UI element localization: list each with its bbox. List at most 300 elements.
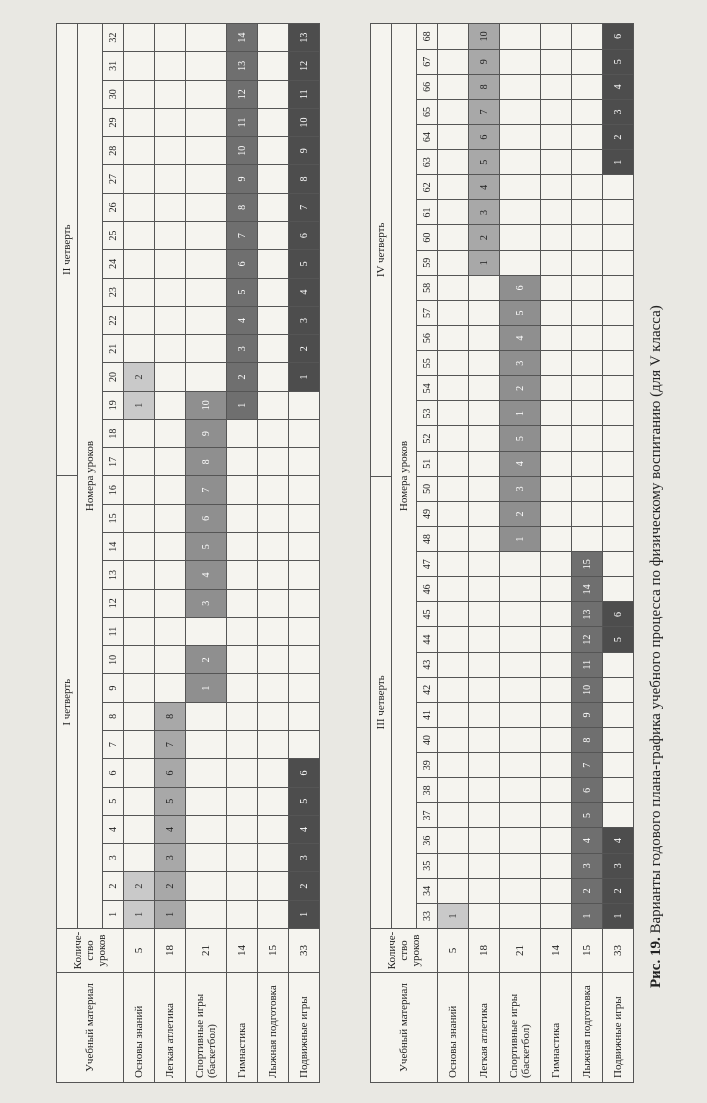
lesson-number: 62 <box>417 175 438 200</box>
empty-cell <box>438 24 469 50</box>
quarter-header: II четверть <box>57 24 78 477</box>
empty-cell <box>541 401 572 426</box>
empty-cell <box>155 533 186 561</box>
lesson-number: 35 <box>417 853 438 878</box>
scheduled-lesson-cell: 6 <box>469 125 500 150</box>
empty-cell <box>500 677 541 702</box>
scheduled-lesson-cell: 6 <box>289 221 320 249</box>
empty-cell <box>227 900 258 928</box>
empty-cell <box>289 731 320 759</box>
empty-cell <box>603 275 634 300</box>
empty-cell <box>438 451 469 476</box>
empty-cell <box>469 828 500 853</box>
scheduled-lesson-cell: 1 <box>572 903 603 928</box>
scheduled-lesson-cell: 5 <box>186 533 227 561</box>
empty-cell <box>469 476 500 501</box>
empty-cell <box>572 49 603 74</box>
header-material: Учебный материал <box>371 973 438 1083</box>
empty-cell <box>227 815 258 843</box>
empty-cell <box>500 853 541 878</box>
lesson-number: 53 <box>417 401 438 426</box>
lesson-number: 41 <box>417 702 438 727</box>
empty-cell <box>258 731 289 759</box>
empty-cell <box>227 476 258 504</box>
empty-cell <box>500 200 541 225</box>
empty-cell <box>438 878 469 903</box>
empty-cell <box>500 552 541 577</box>
empty-cell <box>289 504 320 532</box>
header-lesson-numbers: Номера уроков <box>78 24 103 929</box>
scheduled-lesson-cell: 6 <box>155 759 186 787</box>
header-lesson-count: Количе-ство уроков <box>57 929 124 973</box>
lesson-number: 29 <box>103 108 124 136</box>
empty-cell <box>500 803 541 828</box>
empty-cell <box>469 602 500 627</box>
empty-cell <box>289 617 320 645</box>
empty-cell <box>289 533 320 561</box>
quarter-header: III четверть <box>371 476 392 928</box>
lesson-number: 4 <box>103 815 124 843</box>
empty-cell <box>469 878 500 903</box>
empty-cell <box>469 803 500 828</box>
empty-cell <box>186 787 227 815</box>
empty-cell <box>227 448 258 476</box>
empty-cell <box>258 221 289 249</box>
lesson-number: 31 <box>103 52 124 80</box>
empty-cell <box>124 731 155 759</box>
empty-cell <box>541 225 572 250</box>
quarter-header: I четверть <box>57 476 78 929</box>
empty-cell <box>500 49 541 74</box>
lesson-number: 3 <box>103 844 124 872</box>
empty-cell <box>227 533 258 561</box>
empty-cell <box>258 165 289 193</box>
empty-cell <box>572 200 603 225</box>
empty-cell <box>124 759 155 787</box>
empty-cell <box>289 419 320 447</box>
scheduled-lesson-cell: 10 <box>469 24 500 50</box>
scheduled-lesson-cell: 10 <box>289 108 320 136</box>
lesson-number: 1 <box>103 900 124 928</box>
empty-cell <box>541 878 572 903</box>
caption-text: Варианты годового плана-графика учебного процесса по физическому воспитанию (для V класса) <box>648 305 664 934</box>
scheduled-lesson-cell: 8 <box>227 193 258 221</box>
header-lesson-numbers: Номера уроков <box>392 24 417 929</box>
scheduled-lesson-cell: 2 <box>186 646 227 674</box>
empty-cell <box>438 250 469 275</box>
empty-cell <box>500 878 541 903</box>
scheduled-lesson-cell: 2 <box>124 872 155 900</box>
empty-cell <box>258 787 289 815</box>
lesson-number: 52 <box>417 426 438 451</box>
empty-cell <box>438 300 469 325</box>
empty-cell <box>289 561 320 589</box>
empty-cell <box>438 728 469 753</box>
lesson-count: 15 <box>572 929 603 973</box>
empty-cell <box>438 803 469 828</box>
empty-cell <box>186 108 227 136</box>
empty-cell <box>155 24 186 52</box>
empty-cell <box>603 652 634 677</box>
scheduled-lesson-cell: 5 <box>469 150 500 175</box>
empty-cell <box>469 627 500 652</box>
empty-cell <box>155 108 186 136</box>
lesson-count: 15 <box>258 929 289 973</box>
lesson-count: 14 <box>541 929 572 973</box>
empty-cell <box>572 150 603 175</box>
empty-cell <box>572 125 603 150</box>
scheduled-lesson-cell: 3 <box>469 200 500 225</box>
empty-cell <box>124 589 155 617</box>
empty-cell <box>124 787 155 815</box>
scheduled-lesson-cell: 6 <box>186 504 227 532</box>
empty-cell <box>227 419 258 447</box>
lesson-number: 59 <box>417 250 438 275</box>
empty-cell <box>541 24 572 50</box>
empty-cell <box>541 426 572 451</box>
empty-cell <box>469 702 500 727</box>
empty-cell <box>541 803 572 828</box>
scheduled-lesson-cell: 9 <box>289 137 320 165</box>
empty-cell <box>572 250 603 275</box>
material-name: Гимнастика <box>541 973 572 1083</box>
empty-cell <box>186 250 227 278</box>
empty-cell <box>438 627 469 652</box>
empty-cell <box>541 451 572 476</box>
empty-cell <box>541 200 572 225</box>
material-name: Лыжная подготовка <box>258 973 289 1083</box>
scheduled-lesson-cell: 7 <box>155 731 186 759</box>
lesson-number: 49 <box>417 501 438 526</box>
empty-cell <box>603 200 634 225</box>
scheduled-lesson-cell: 2 <box>603 125 634 150</box>
lesson-count: 33 <box>289 929 320 973</box>
material-name: Подвижные игры <box>289 973 320 1083</box>
empty-cell <box>500 225 541 250</box>
empty-cell <box>258 674 289 702</box>
lesson-number: 21 <box>103 335 124 363</box>
scheduled-lesson-cell: 10 <box>227 137 258 165</box>
empty-cell <box>603 753 634 778</box>
scheduled-lesson-cell: 7 <box>227 221 258 249</box>
scheduled-lesson-cell: 8 <box>186 448 227 476</box>
scheduled-lesson-cell: 11 <box>227 108 258 136</box>
empty-cell <box>500 99 541 124</box>
scheduled-lesson-cell: 1 <box>227 391 258 419</box>
scheduled-lesson-cell: 5 <box>227 278 258 306</box>
empty-cell <box>124 702 155 730</box>
empty-cell <box>124 278 155 306</box>
empty-cell <box>155 617 186 645</box>
empty-cell <box>541 125 572 150</box>
empty-cell <box>438 476 469 501</box>
scheduled-lesson-cell: 5 <box>572 803 603 828</box>
empty-cell <box>124 617 155 645</box>
empty-cell <box>603 577 634 602</box>
empty-cell <box>500 250 541 275</box>
empty-cell <box>258 278 289 306</box>
scheduled-lesson-cell: 5 <box>500 300 541 325</box>
scheduled-lesson-cell: 1 <box>603 150 634 175</box>
scheduled-lesson-cell: 5 <box>603 627 634 652</box>
scheduled-lesson-cell: 12 <box>572 627 603 652</box>
scheduled-lesson-cell: 1 <box>289 900 320 928</box>
empty-cell <box>186 52 227 80</box>
empty-cell <box>438 602 469 627</box>
empty-cell <box>469 728 500 753</box>
empty-cell <box>186 137 227 165</box>
scheduled-lesson-cell: 1 <box>603 903 634 928</box>
scheduled-lesson-cell: 1 <box>124 391 155 419</box>
lesson-number: 45 <box>417 602 438 627</box>
empty-cell <box>258 108 289 136</box>
lesson-count: 33 <box>603 929 634 973</box>
scheduled-lesson-cell: 2 <box>227 363 258 391</box>
empty-cell <box>227 674 258 702</box>
lesson-number: 11 <box>103 617 124 645</box>
scheduled-lesson-cell: 10 <box>572 677 603 702</box>
empty-cell <box>227 504 258 532</box>
empty-cell <box>438 125 469 150</box>
scheduled-lesson-cell: 4 <box>603 74 634 99</box>
table-row <box>541 24 572 1083</box>
scheduled-lesson-cell: 5 <box>500 426 541 451</box>
empty-cell <box>186 165 227 193</box>
empty-cell <box>186 900 227 928</box>
lesson-number: 15 <box>103 504 124 532</box>
empty-cell <box>155 561 186 589</box>
lesson-number: 30 <box>103 80 124 108</box>
empty-cell <box>258 476 289 504</box>
empty-cell <box>258 844 289 872</box>
lesson-number: 22 <box>103 306 124 334</box>
empty-cell <box>438 275 469 300</box>
empty-cell <box>603 552 634 577</box>
empty-cell <box>227 617 258 645</box>
empty-cell <box>438 778 469 803</box>
empty-cell <box>258 702 289 730</box>
empty-cell <box>258 137 289 165</box>
scheduled-lesson-cell: 4 <box>289 815 320 843</box>
empty-cell <box>186 363 227 391</box>
empty-cell <box>500 602 541 627</box>
empty-cell <box>500 753 541 778</box>
scheduled-lesson-cell: 4 <box>186 561 227 589</box>
scheduled-lesson-cell: 14 <box>227 24 258 52</box>
empty-cell <box>469 451 500 476</box>
empty-cell <box>572 74 603 99</box>
scheduled-lesson-cell: 5 <box>289 250 320 278</box>
scheduled-lesson-cell: 3 <box>500 476 541 501</box>
empty-cell <box>186 193 227 221</box>
scheduled-lesson-cell: 6 <box>572 778 603 803</box>
empty-cell <box>124 165 155 193</box>
empty-cell <box>500 702 541 727</box>
scheduled-lesson-cell: 10 <box>186 391 227 419</box>
lesson-count: 21 <box>500 929 541 973</box>
empty-cell <box>438 200 469 225</box>
lesson-number: 34 <box>417 878 438 903</box>
scheduled-lesson-cell: 9 <box>469 49 500 74</box>
scheduled-lesson-cell: 2 <box>289 335 320 363</box>
empty-cell <box>227 872 258 900</box>
lesson-number: 50 <box>417 476 438 501</box>
empty-cell <box>124 80 155 108</box>
schedule-table-quarters-3-4 <box>370 23 634 1083</box>
empty-cell <box>155 674 186 702</box>
empty-cell <box>438 677 469 702</box>
scheduled-lesson-cell: 9 <box>227 165 258 193</box>
empty-cell <box>258 306 289 334</box>
empty-cell <box>124 476 155 504</box>
empty-cell <box>541 99 572 124</box>
scheduled-lesson-cell: 3 <box>186 589 227 617</box>
empty-cell <box>124 533 155 561</box>
empty-cell <box>186 335 227 363</box>
scheduled-lesson-cell: 1 <box>155 900 186 928</box>
scheduled-lesson-cell: 15 <box>572 552 603 577</box>
empty-cell <box>572 401 603 426</box>
empty-cell <box>258 533 289 561</box>
scheduled-lesson-cell: 1 <box>438 903 469 928</box>
empty-cell <box>124 674 155 702</box>
lesson-number: 57 <box>417 300 438 325</box>
lesson-number: 51 <box>417 451 438 476</box>
lesson-number: 54 <box>417 376 438 401</box>
quarter-header: IV четверть <box>371 24 392 477</box>
lesson-number: 8 <box>103 702 124 730</box>
empty-cell <box>500 24 541 50</box>
empty-cell <box>438 527 469 552</box>
scheduled-lesson-cell: 13 <box>572 602 603 627</box>
scheduled-lesson-cell: 6 <box>227 250 258 278</box>
empty-cell <box>603 250 634 275</box>
empty-cell <box>258 815 289 843</box>
lesson-number: 25 <box>103 221 124 249</box>
lesson-number: 44 <box>417 627 438 652</box>
empty-cell <box>155 52 186 80</box>
empty-cell <box>572 326 603 351</box>
scheduled-lesson-cell: 14 <box>572 577 603 602</box>
lesson-number: 27 <box>103 165 124 193</box>
empty-cell <box>289 589 320 617</box>
empty-cell <box>155 165 186 193</box>
scheduled-lesson-cell: 7 <box>186 476 227 504</box>
lesson-number: 38 <box>417 778 438 803</box>
scheduled-lesson-cell: 4 <box>603 828 634 853</box>
empty-cell <box>603 476 634 501</box>
scheduled-lesson-cell: 5 <box>603 49 634 74</box>
scheduled-lesson-cell: 2 <box>572 878 603 903</box>
empty-cell <box>155 221 186 249</box>
empty-cell <box>541 552 572 577</box>
header-material: Учебный материал <box>57 973 124 1083</box>
scheduled-lesson-cell: 3 <box>227 335 258 363</box>
scheduled-lesson-cell: 7 <box>289 193 320 221</box>
empty-cell <box>155 137 186 165</box>
scheduled-lesson-cell: 9 <box>572 702 603 727</box>
lesson-number: 6 <box>103 759 124 787</box>
empty-cell <box>186 815 227 843</box>
lesson-count: 5 <box>124 929 155 973</box>
empty-cell <box>541 903 572 928</box>
empty-cell <box>258 504 289 532</box>
scheduled-lesson-cell: 6 <box>603 602 634 627</box>
empty-cell <box>572 99 603 124</box>
empty-cell <box>572 527 603 552</box>
scheduled-lesson-cell: 3 <box>289 844 320 872</box>
empty-cell <box>572 451 603 476</box>
empty-cell <box>500 828 541 853</box>
empty-cell <box>500 778 541 803</box>
empty-cell <box>572 476 603 501</box>
lesson-number: 39 <box>417 753 438 778</box>
material-name: Легкая атлетика <box>155 973 186 1083</box>
lesson-count: 21 <box>186 929 227 973</box>
empty-cell <box>469 376 500 401</box>
empty-cell <box>572 300 603 325</box>
empty-cell <box>155 391 186 419</box>
header-lesson-count: Количе-ство уроков <box>371 929 438 973</box>
empty-cell <box>541 753 572 778</box>
empty-cell <box>227 646 258 674</box>
empty-cell <box>227 589 258 617</box>
empty-cell <box>186 278 227 306</box>
empty-cell <box>572 225 603 250</box>
empty-cell <box>258 391 289 419</box>
empty-cell <box>603 451 634 476</box>
empty-cell <box>469 652 500 677</box>
empty-cell <box>500 150 541 175</box>
empty-cell <box>227 561 258 589</box>
empty-cell <box>603 401 634 426</box>
empty-cell <box>541 501 572 526</box>
lesson-count: 18 <box>469 929 500 973</box>
empty-cell <box>438 753 469 778</box>
lesson-number: 5 <box>103 787 124 815</box>
lesson-number: 14 <box>103 533 124 561</box>
scheduled-lesson-cell: 4 <box>572 828 603 853</box>
empty-cell <box>500 175 541 200</box>
empty-cell <box>438 150 469 175</box>
empty-cell <box>258 335 289 363</box>
empty-cell <box>258 759 289 787</box>
empty-cell <box>438 702 469 727</box>
lesson-number: 16 <box>103 476 124 504</box>
table-row <box>227 24 258 1083</box>
empty-cell <box>258 193 289 221</box>
scheduled-lesson-cell: 6 <box>500 275 541 300</box>
empty-cell <box>541 74 572 99</box>
empty-cell <box>572 275 603 300</box>
empty-cell <box>155 250 186 278</box>
empty-cell <box>438 49 469 74</box>
lesson-number: 40 <box>417 728 438 753</box>
empty-cell <box>603 702 634 727</box>
lesson-number: 12 <box>103 589 124 617</box>
empty-cell <box>438 828 469 853</box>
empty-cell <box>186 617 227 645</box>
caption-label: Рис. 19. <box>648 937 664 988</box>
empty-cell <box>258 80 289 108</box>
empty-cell <box>258 872 289 900</box>
empty-cell <box>541 275 572 300</box>
lesson-number: 56 <box>417 326 438 351</box>
empty-cell <box>186 759 227 787</box>
empty-cell <box>438 99 469 124</box>
lesson-number: 67 <box>417 49 438 74</box>
empty-cell <box>500 728 541 753</box>
